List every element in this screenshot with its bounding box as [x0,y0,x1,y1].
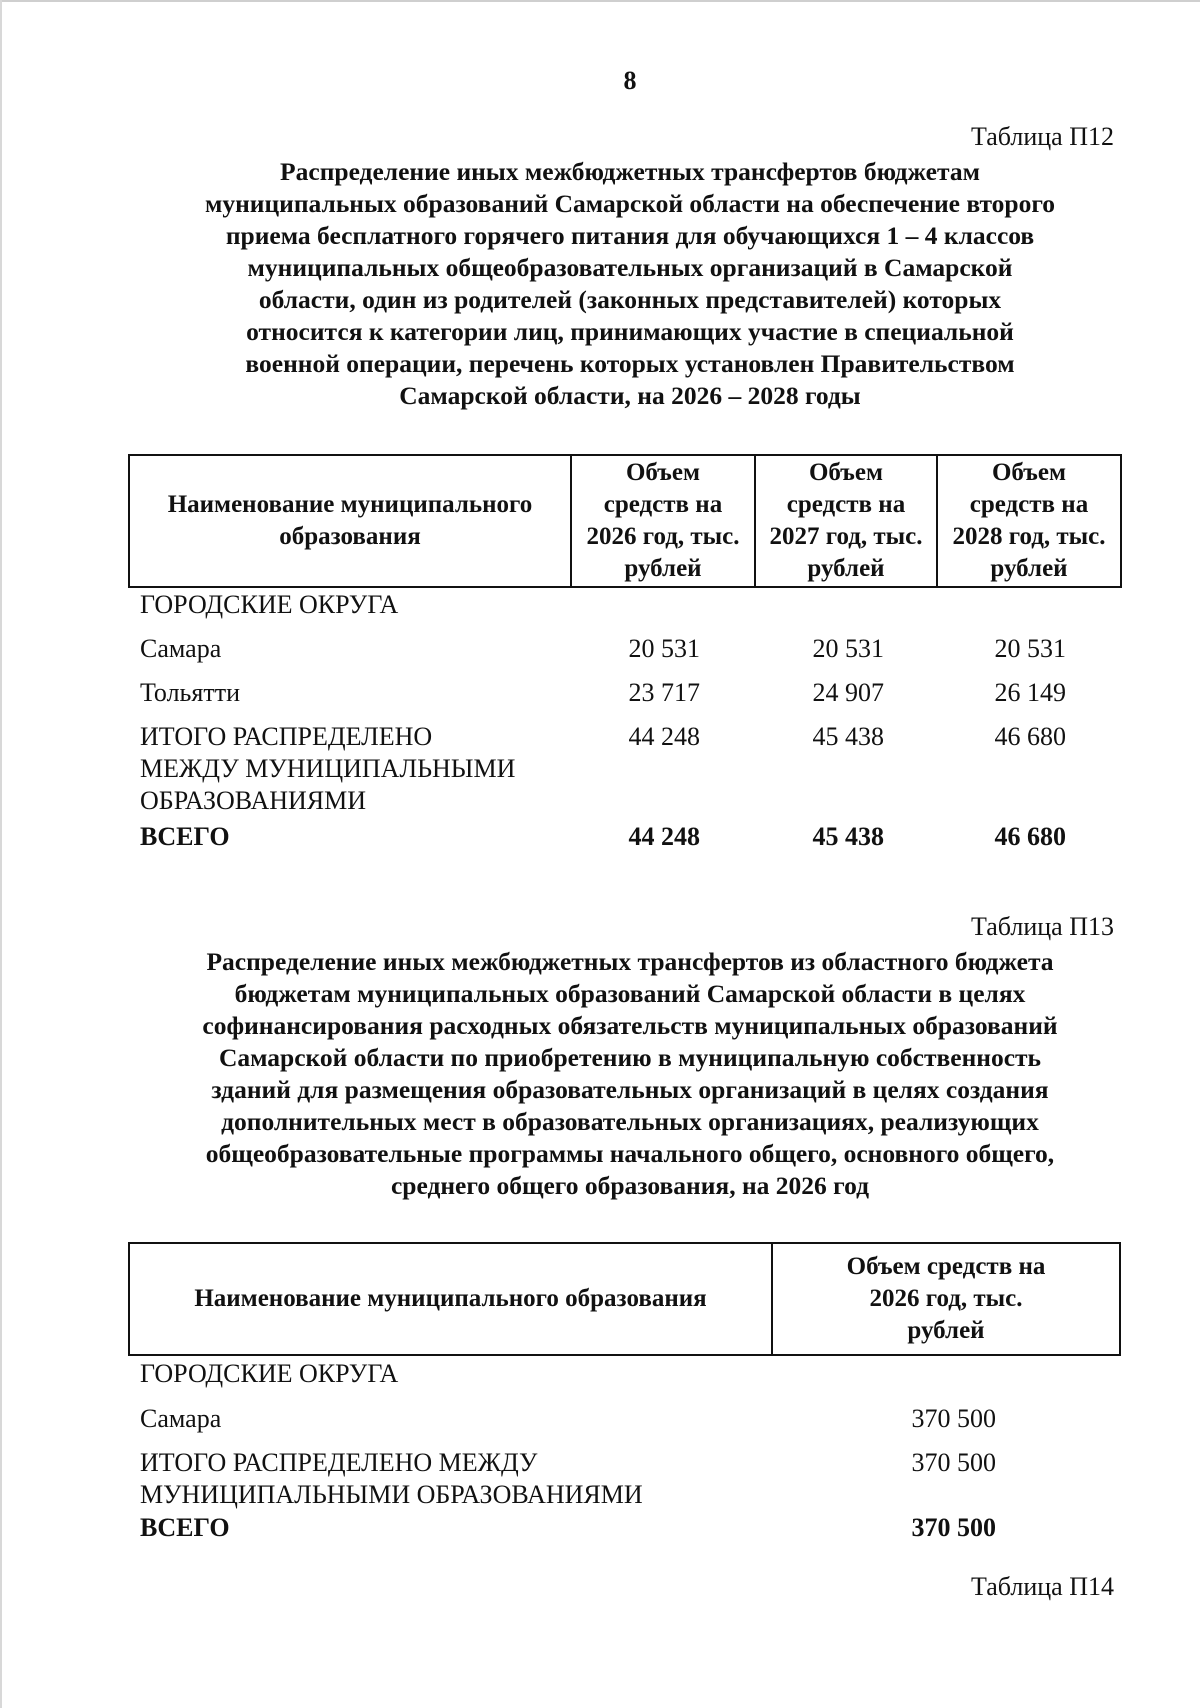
table-cell-2027: 45 438 [812,722,884,751]
section-label: ГОРОДСКИЕ ОКРУГА [140,590,399,619]
title-line: относится к категории лиц, принимающих участие в специальной [246,317,1014,346]
title-line: среднего общего образования, на 2026 год [390,1171,870,1200]
table-row-name: Самара [140,634,222,663]
table-cell-2028: 46 680 [994,722,1066,751]
total-cell-2026: 44 248 [628,822,700,851]
total-cell-2028: 46 680 [994,822,1066,851]
title-line: муниципальных образований Самарской области на обеспечение второго [204,189,1056,218]
title-line: муниципальных общеобразовательных организаций в Самарской [247,253,1013,282]
title-line: области, один из родителей (законных представителей) которых [258,285,1002,314]
table-cell-2028: 20 531 [994,634,1066,663]
page-number: 8 [623,66,637,95]
title-line: приема бесплатного горячего питания для обучающихся 1 – 4 классов [225,221,1035,250]
total-cell-2027: 45 438 [812,822,884,851]
header-municipality: Наименование муниципального образования [130,1244,773,1354]
table-cell-2027: 24 907 [812,678,884,707]
title-line: софинансирования расходных обязательств муниципальных образований [202,1011,1058,1040]
title-line: бюджетам муниципальных образований Самарской области в целях [234,979,1026,1008]
table-p13-label: Таблица П13 [971,912,1114,941]
total-cell-2026: 370 500 [911,1513,996,1542]
table-cell-2027: 20 531 [812,634,884,663]
table-cell-2026: 23 717 [628,678,700,707]
title-line: дополнительных мест в образовательных организациях, реализующих [221,1107,1039,1136]
table-p14-label: Таблица П14 [971,1572,1114,1601]
table-p13-header [128,1242,1121,1356]
total-row-name: ВСЕГО [140,1513,230,1542]
title-line: Самарской области, на 2026 – 2028 годы [399,381,861,410]
title-line: Распределение иных межбюджетных трансфертов бюджетам [280,157,980,186]
header-municipality: Наименование муниципального образования [130,456,572,586]
table-row-name: Самара [140,1404,222,1433]
header-2026: Объем средств на 2026 год, тыс. рублей [572,456,756,586]
table-row-name: ИТОГО РАСПРЕДЕЛЕНО МЕЖДУ МУНИЦИПАЛЬНЫМИ ОБРАЗОВАНИЯМИ [140,1448,643,1509]
header-2026: Объем средств на 2026 год, тыс. рублей [846,1253,1046,1344]
table-p12-label: Таблица П12 [971,122,1114,151]
section-label: ГОРОДСКИЕ ОКРУГА [140,1359,399,1388]
total-row-name: ВСЕГО [140,822,230,851]
table-cell-2026: 44 248 [628,722,700,751]
header-2028: Объем средств на 2028 год, тыс. рублей [952,459,1106,582]
table-cell-2026: 370 500 [911,1404,996,1433]
table-cell-2026: 20 531 [628,634,700,663]
scan-edge-left [0,0,2,1708]
table-p13-title [130,946,1130,1202]
title-line: общеобразовательные программы начального общего, основного общего, [205,1139,1055,1168]
table-cell-2028: 26 149 [994,678,1066,707]
title-line: военной операции, перечень которых установлен Правительством [245,349,1015,378]
title-line: Распределение иных межбюджетных трансфертов из областного бюджета [206,947,1054,976]
table-p12-title [130,156,1130,412]
title-line: Самарской области по приобретению в муниципальную собственность [218,1043,1042,1072]
table-cell-2026: 370 500 [911,1448,996,1477]
header-2027: Объем средств на 2027 год, тыс. рублей [756,456,938,586]
table-row-name: ИТОГО РАСПРЕДЕЛЕНО МЕЖДУ МУНИЦИПАЛЬНЫМИ ОБРАЗОВАНИЯМИ [140,722,516,815]
title-line: зданий для размещения образовательных организаций в целях создания [211,1075,1049,1104]
table-p12-header [128,454,1122,588]
scan-edge-top [0,0,1200,2]
table-row-name: Тольятти [140,678,241,707]
